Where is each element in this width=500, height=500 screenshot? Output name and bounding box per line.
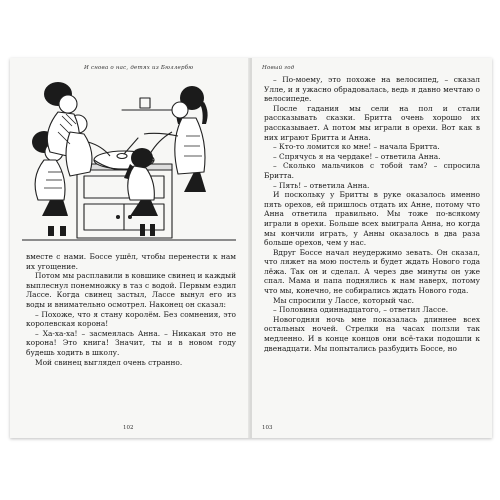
paragraph: Мы спросили у Лассе, который час.	[273, 295, 414, 305]
left-page	[10, 58, 250, 438]
book-spread	[10, 58, 492, 438]
paragraph: – Кто-то ломится ко мне! – начала Бритта.	[273, 142, 440, 152]
paragraph: – Похоже, что я стану королём. Без сомнения, это королевская корона!	[26, 309, 236, 329]
paragraph: Потом мы расплавили в ковшике свинец и каждый выплеснул понемножку в таз с водой. Первым ездил Лассе. Когда свинец застыл, Лассе вынул его из воды и внимательно осмотрел. Наконец он сказал:	[26, 271, 236, 309]
running-header-left: И снова о нас, детях из Бюллербю	[84, 65, 194, 71]
paragraph: – Спрячусь я на чердаке! – ответила Анна.	[273, 151, 441, 161]
page-number-right: 103	[262, 425, 273, 431]
paragraph: – Пять! – ответила Анна.	[273, 180, 370, 190]
paragraph: – Половина одиннадцатого, – ответил Лассе.	[273, 305, 449, 315]
paragraph: – Сколько мальчиков с тобой там? – спросила Бритта.	[264, 161, 480, 180]
paragraph: вместе с нами. Боссе ушёл, чтобы перенести к нам их угощение.	[26, 252, 236, 271]
paragraph: – Ха-ха-ха! – засмеялась Анна. – Никакая это не корона! Это книга! Значит, ты и в новом году будешь ходить в школу.	[26, 328, 236, 357]
left-page-body	[26, 252, 236, 367]
paragraph: После гадания мы сели на пол и стали рассказывать сказки. Бритта очень хорошо их рассказывает. А потом мы играли в орехи. Вот как в них играют Бритта и Анна.	[264, 103, 480, 142]
paragraph: – По-моему, это похоже на велосипед, – сказал Улле, и я ужасно обрадовалась, ведь я давно мечтаю о велосипеде.	[264, 75, 480, 104]
right-page	[252, 58, 492, 438]
right-page-body	[264, 75, 480, 353]
page-number-left: 102	[123, 425, 134, 431]
illustration-children-pouring-lead	[22, 76, 236, 246]
paragraph: Мой свинец выглядел очень странно.	[35, 357, 183, 367]
running-header-right: Новый год	[262, 65, 295, 71]
paragraph: И поскольку у Бритты в руке оказалось именно пять орехов, ей пришлось отдать их Анне, потому что Анна ответила правильно. Мы тоже по-всякому играли в орехи. Больше всех выиграла Анна, но когда мы кончили играть, у Анны оказалось в два раза больше орехов, чем у нас.	[264, 190, 480, 248]
paragraph: Новогодняя ночь мне показалась длиннее всех остальных ночей. Стрелки на часах ползли так медленно. И в конце концов они всё-таки подошли к двенадцати. Мы попытались разбудить Боссе, но	[264, 314, 480, 353]
paragraph: Вдруг Боссе начал неудержимо зевать. Он сказал, что ляжет на мою постель и будет ждать Нового года лёжа. Так он и сделал. А через две минуты он уже спал. Мама и папа поднялись к нам наверх, потому что мы, конечно, не собирались ждать Нового года.	[264, 247, 480, 296]
